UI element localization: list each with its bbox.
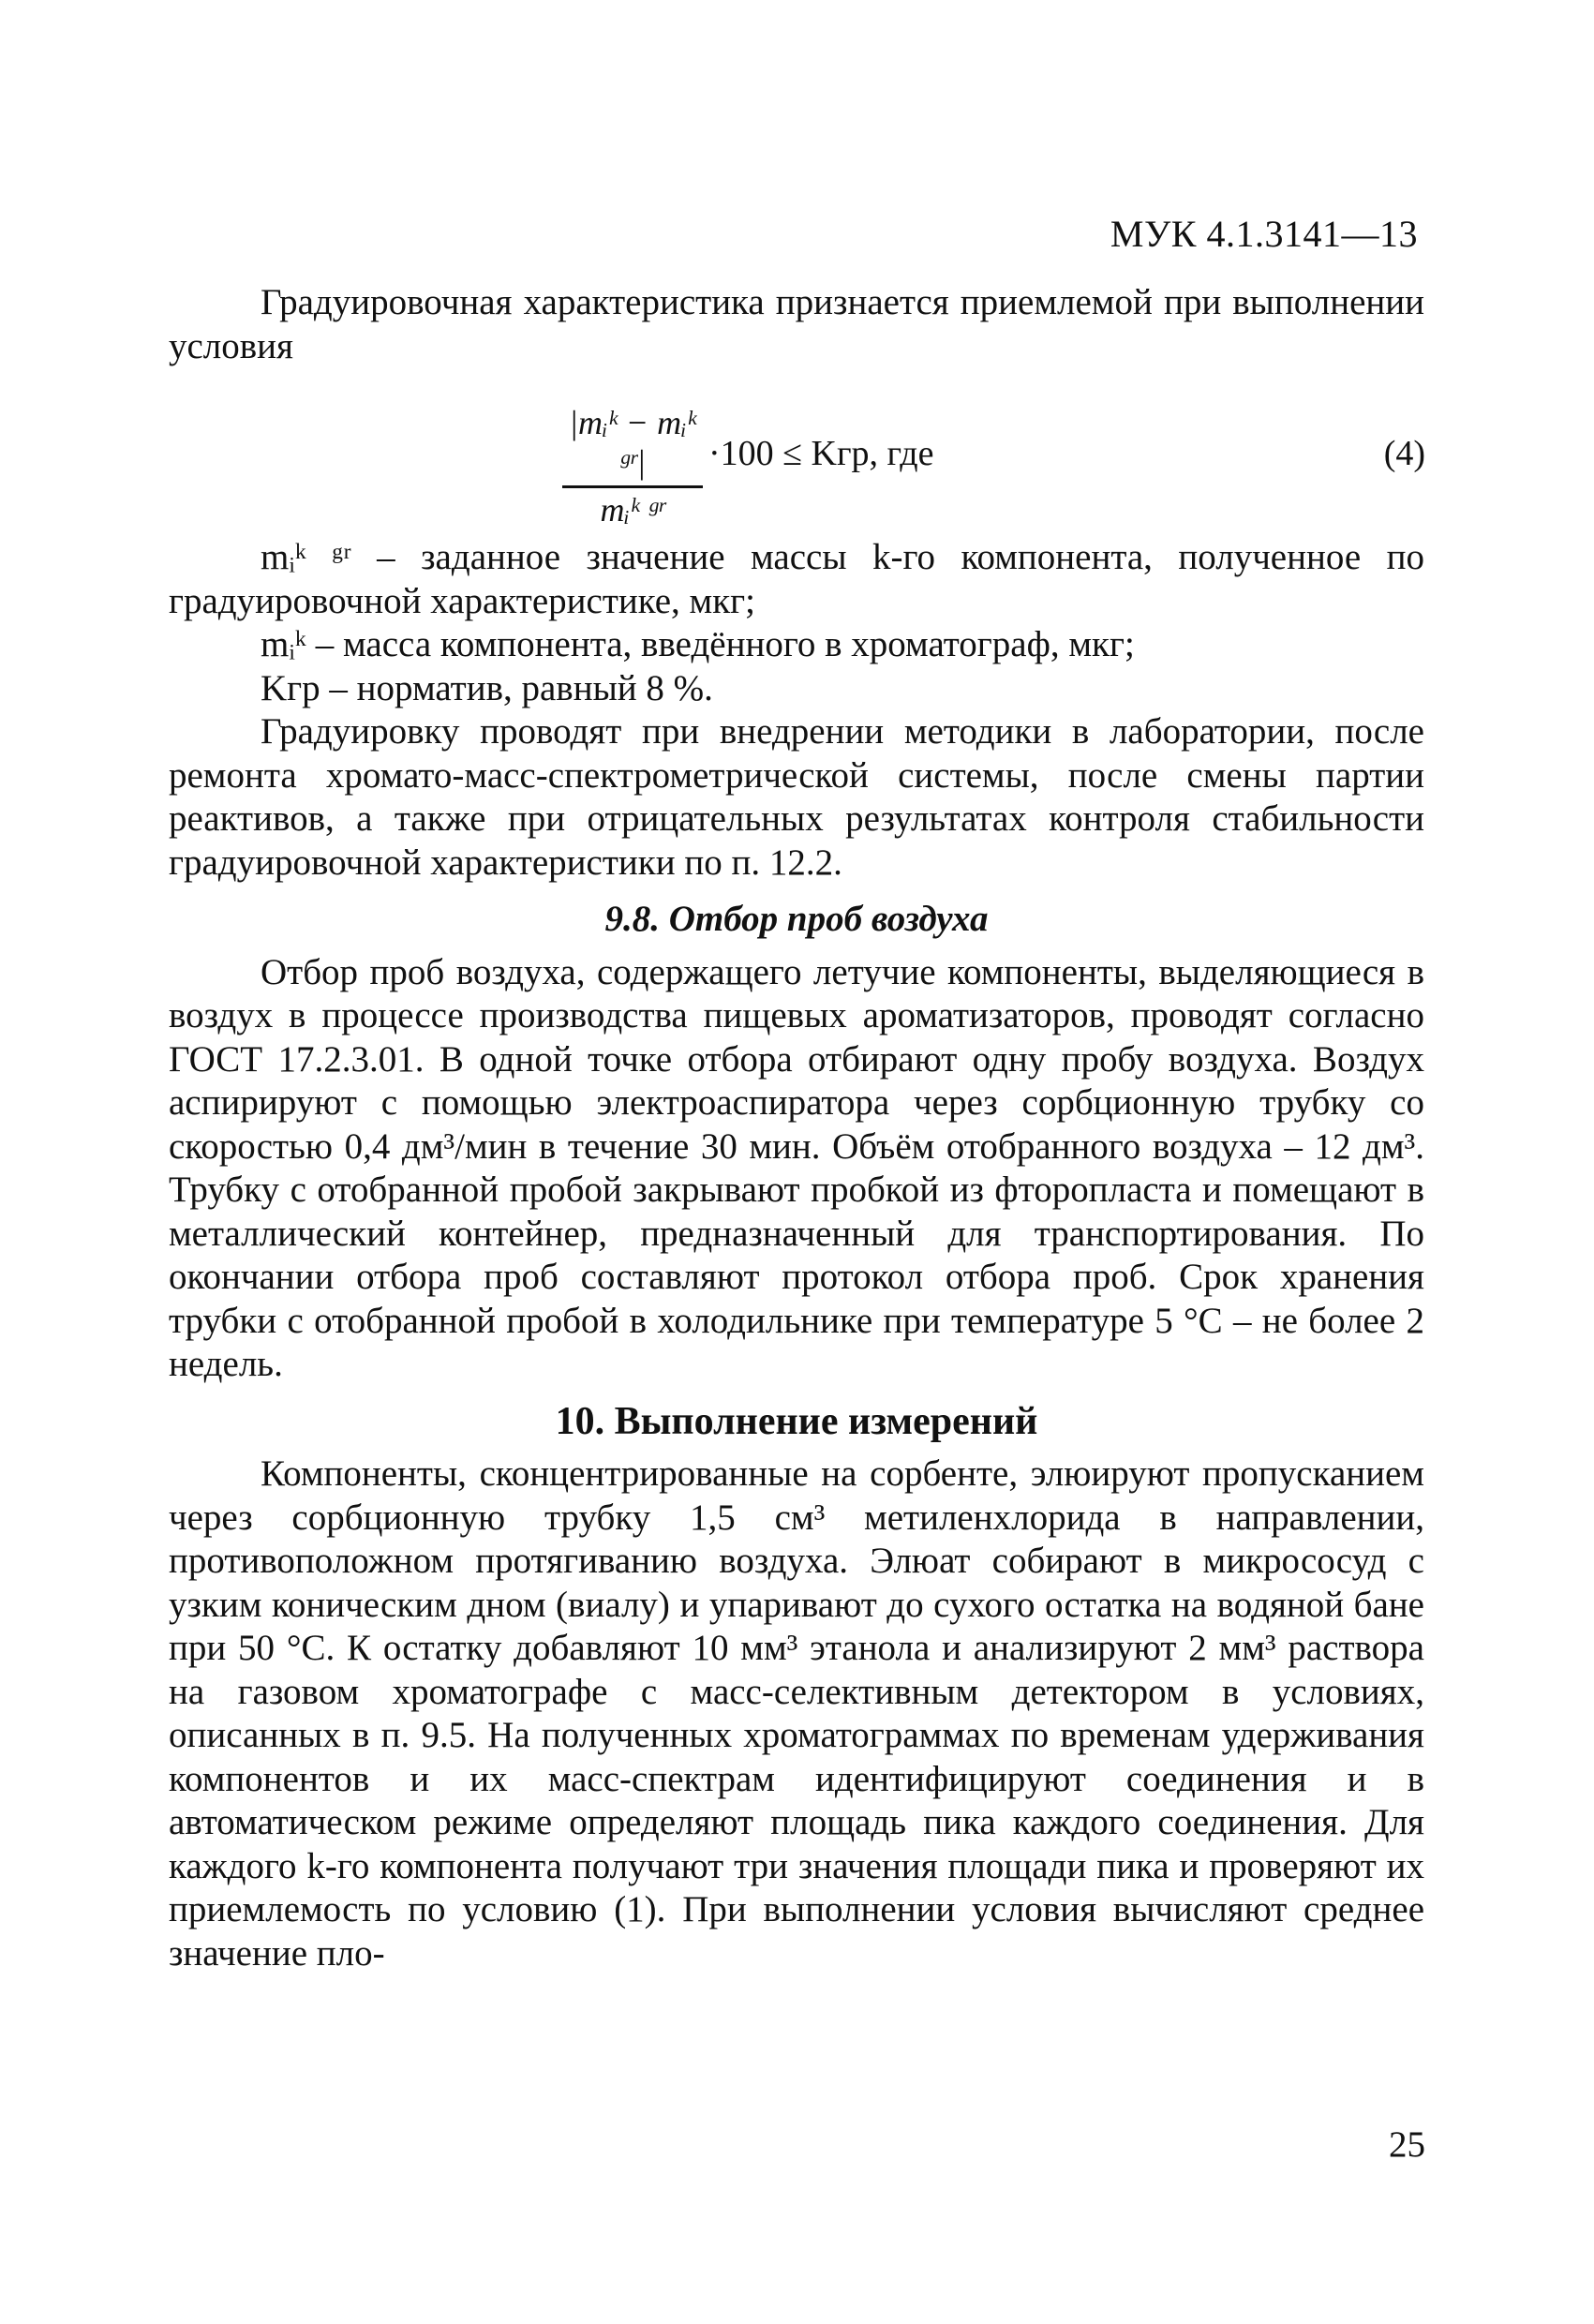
formula-denominator: mᵢᵏ ᵍʳ	[600, 491, 665, 529]
document-header: МУК 4.1.3141—13	[1110, 213, 1418, 255]
section-heading-9-8: 9.8. Отбор проб воздуха	[604, 899, 989, 939]
paragraph-air-sampling: Отбор проб воздуха, содержащего летучие компоненты, выделяющиеся в воздух в процессе производства пищевых ароматизаторов, проводят согласно ГОСТ 17.2.3.01. В одной точке отбора отбирают одну пробу воздуха. Воздух аспирируют с помощью электроаспиратора через сорбционную трубку со скоростью 0,4 дм³/мин в течение 30 мин. Объём отобранного воздуха – 12 дм³. Трубку с отобранной пробой закрывают пробкой из фторопласта и помещают в металлический контейнер, предназначенный для транспортирования. По окончании отбора проб составляют протокол отбора проб. Срок хранения трубки с отобранной пробой в холодильнике при температуре 5 °С – не более 2 недель.	[169, 951, 1424, 1384]
section-heading-10: 10. Выполнение измерений	[555, 1399, 1038, 1443]
page-number: 25	[1389, 2124, 1425, 2165]
paragraph-calibration-condition: Градуировочная характеристика признается приемлемой при выполнении условия	[169, 282, 1424, 366]
paragraph-measurements: Компоненты, сконцентрированные на сорбенте, элюируют пропусканием через сорбционную трубку 1,5 см³ метиленхлорида в направлении, противоположном протягиванию воздуха. Элюат собирают в микрососуд с узким коническим дном (виалу) и упаривают до сухого остатка на водяной бане при 50 °С. К остатку добавляют 10 мм³ этанола и анализируют 2 мм³ раствора на газовом хроматографе с масс-селективным детектором в условиях, описанных в п. 9.5. На полученных хроматограммах по временам удерживания компонентов и их масс-спектрам идентифицируют соединения и в автоматическом режиме определяют площадь пика каждого соединения. Для каждого k-го компонента получают три значения площади пика и проверяют их приемлемость по условию (1). При выполнении условия вычисляют среднее значение пло-	[169, 1453, 1424, 1974]
definition-m-gr: mᵢᵏ ᵍʳ – заданное значение массы k-го компонента, полученное по градуировочной характеристике, мкг;	[169, 537, 1424, 621]
body-text	[169, 536, 1424, 1975]
formula-fraction	[562, 403, 703, 529]
definition-m: mᵢᵏ – масса компонента, введённого в хроматограф, мкг;	[261, 624, 1135, 664]
definition-k-gr: Kгр – норматив, равный 8 %.	[261, 667, 713, 708]
formula-numerator: |mᵢᵏ − mᵢᵏ ᵍʳ|	[562, 403, 703, 488]
formula-4	[0, 403, 1594, 529]
intro-block	[169, 281, 1424, 368]
formula-number: (4)	[1383, 434, 1425, 473]
formula-rhs: ·100 ≤ Kгр, где	[708, 434, 934, 473]
paragraph-calibration-when: Градуировку проводят при внедрении методики в лаборатории, после ремонта хромато-масс-спектрометрической системы, после смены партии реактивов, а также при отрицательных результатах контроля стабильности градуировочной характеристики по п. 12.2.	[169, 711, 1424, 883]
